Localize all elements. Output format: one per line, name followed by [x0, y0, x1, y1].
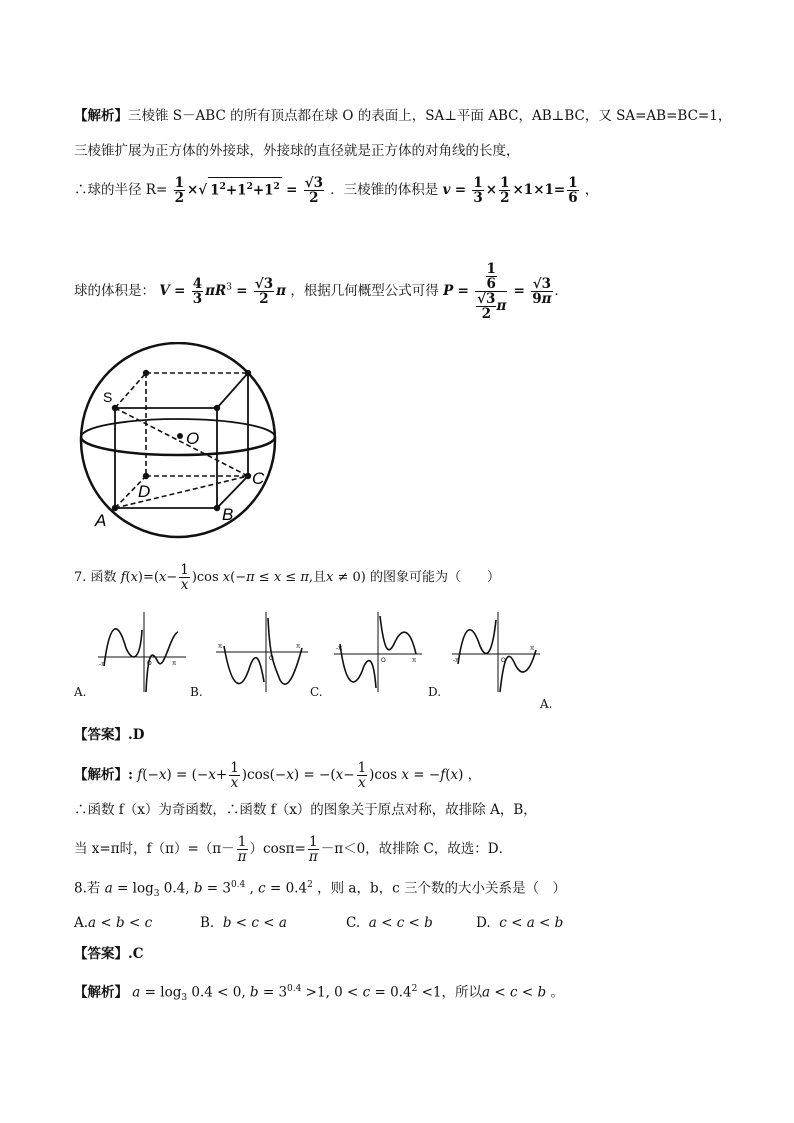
graph-option-d: [450, 610, 542, 695]
svg-text:π: π: [530, 646, 535, 652]
svg-text:π: π: [172, 661, 177, 667]
graph-option-c: [332, 610, 424, 695]
svg-text:O: O: [269, 656, 274, 662]
fraction-sqrt3-2: $\frac{√3}{2}$: [304, 175, 323, 206]
label-D: D: [138, 482, 151, 501]
svg-text:O: O: [381, 658, 386, 664]
probability-compound-fraction: $\frac{1}{6}$ $\frac{√3}{2}$ π: [477, 261, 507, 322]
q7-solution-line2: ∴函数 f（x）为奇函数，∴函数 f（x）的图象关于原点对称，故排除 A，B，: [74, 802, 537, 818]
label-A: A: [95, 511, 107, 530]
label-B: B: [222, 505, 234, 524]
svg-text:π: π: [296, 644, 301, 650]
svg-text:π: π: [412, 658, 417, 664]
svg-text:-π: -π: [336, 646, 343, 652]
svg-text:π: π: [218, 644, 223, 650]
q6-solution-line1: 【解析】三棱锥 S－ABC 的所有顶点都在球 O 的表面上，SA⊥平面 ABC，AB⊥BC，又 SA=AB=BC=1，: [74, 108, 732, 124]
graph-option-b: [214, 610, 310, 695]
q8-option-d: D. c < a < b: [476, 915, 564, 931]
q8-stem: 8.若 $a = \log_3 0.4$, $b = 3^{0.4}$ , $c = 0.4^2$ ，则 a，b，c 三个数的大小关系是（ ）: [74, 880, 566, 900]
q7-solution-line3: 当 x=π时，f（π）=（π－ $\frac{1}{\pi}$ ）cosπ= $\frac{1}{\pi}$ －π＜0，故排除 C，故选：D．: [74, 834, 513, 865]
label-O: O: [186, 429, 200, 448]
option-a-label: A.: [74, 685, 87, 699]
q8-option-b: B. b < c < a: [200, 915, 287, 931]
q7-stem: 7. 函数 f(x)=(x− $\frac{1}{x}$ )cos x(−π ≤ x ≤ π,且x ≠ 0) 的图象可能为（ ）: [74, 562, 501, 593]
graph-option-a: [96, 610, 188, 695]
option-c-label: C.: [310, 685, 323, 699]
option-d-label: D.: [428, 685, 442, 699]
stray-option-label: A.: [540, 697, 553, 711]
svg-text:O: O: [501, 658, 506, 664]
fraction-1-2: $\frac{1}{2}$: [174, 175, 184, 206]
svg-text:-π: -π: [453, 658, 460, 664]
q8-option-c: C. a < c < b: [346, 915, 433, 931]
q8-solution: 【解析】 $a = \log_3 0.4 < 0$, $b = 3^{0.4} >1$, $0 < c = 0.4^2 <1$，所以a < c < b 。: [74, 984, 564, 1004]
q7-answer: 【答案】.D: [74, 727, 145, 743]
svg-text:-π: -π: [99, 662, 106, 668]
q8-answer: 【答案】.C: [74, 946, 144, 962]
sphere-cube-figure: [70, 342, 290, 542]
label-S: S: [103, 389, 113, 405]
equator-front: [81, 437, 275, 455]
label-C: C: [252, 469, 265, 488]
q7-solution-line1: 【解析】: f(−x) = (−x+ $\frac{1}{x}$ )cos(−x) = −(x− $\frac{1}{x}$ )cos x = −f(x) ，: [74, 760, 482, 791]
svg-text:O: O: [147, 661, 152, 667]
q6-solution-line2: 三棱锥扩展为正方体的外接球，外接球的直径就是正方体的对角线的长度，: [74, 143, 520, 159]
option-b-label: B.: [190, 685, 203, 699]
q6-solution-line3: ∴球的半径 R= $\frac{1}{2}$ ×√ $1^2+1^2+1^2$ = $\frac{√3}{2}$ ．三棱锥的体积是 v = $\frac{1}{3}$ × $\frac{1}{2}$ ×1×1= $\frac{1}{6}$ ，: [74, 175, 599, 206]
q8-option-a: A.a < b < c: [74, 915, 153, 931]
q6-solution-line4: 球的体积是： V = $\frac{4}{3}$ $\pi R^3$ = $\frac{√3}{2}$ π ，根据几何概型公式可得 P = $\frac{1}{6}$ $\frac{√3}{2}$ π = $\frac{√3}{9\pi}$ ．: [74, 261, 569, 322]
